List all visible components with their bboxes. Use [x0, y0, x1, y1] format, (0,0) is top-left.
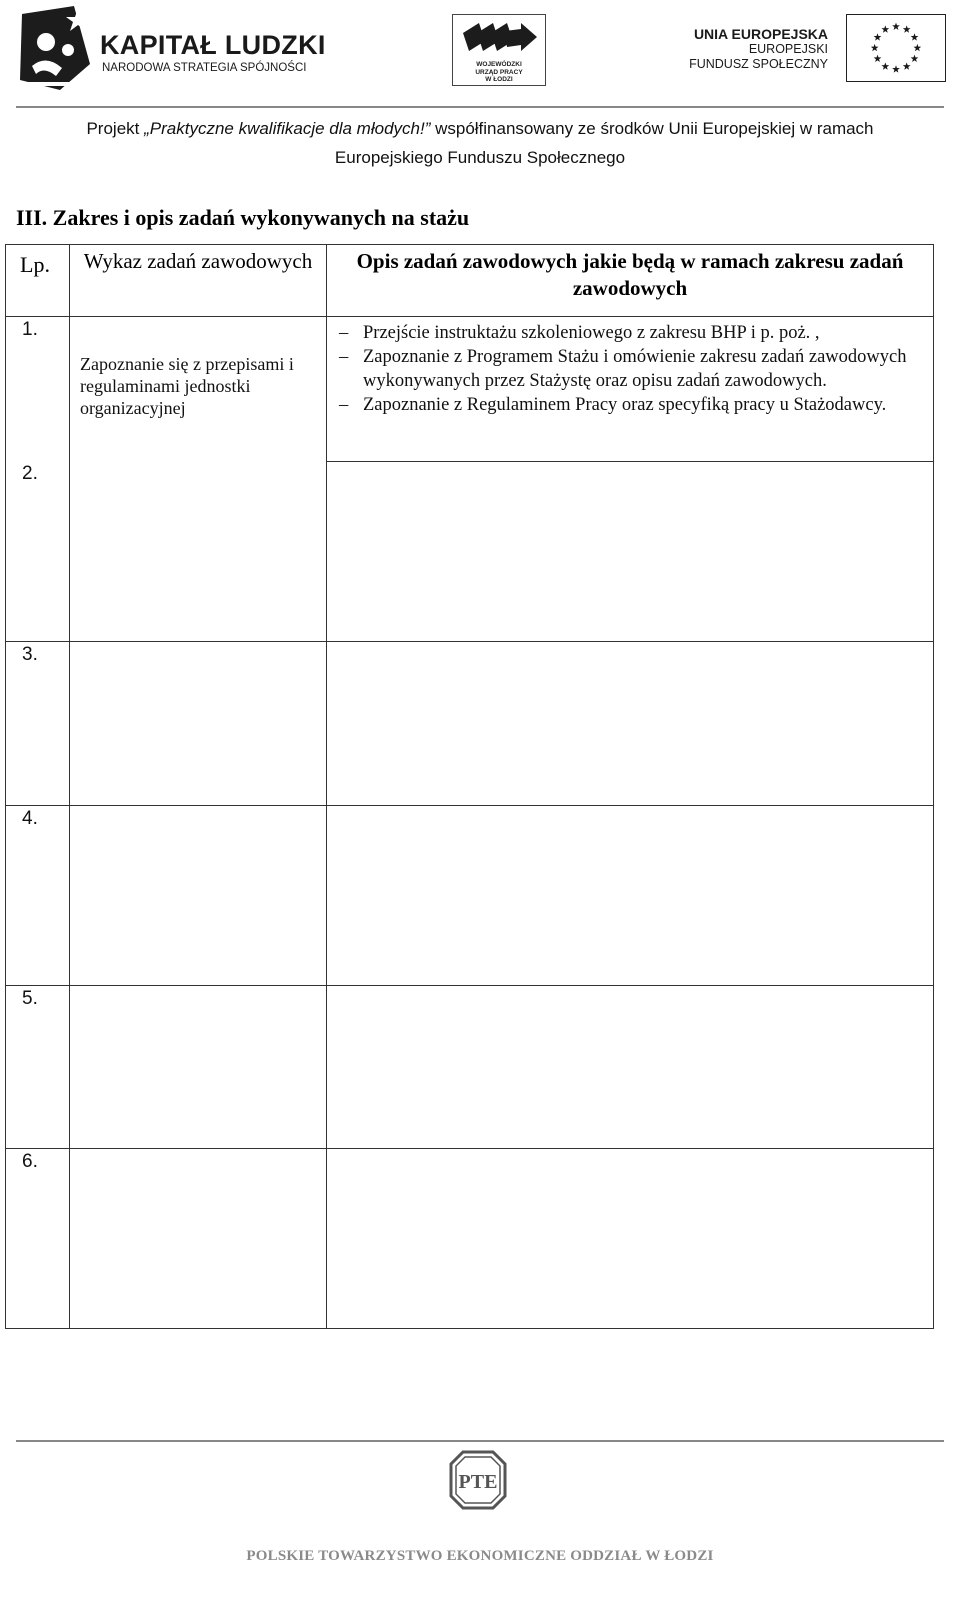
footer-organization: POLSKIE TOWARZYSTWO EKONOMICZNE ODDZIAŁ W ŁODZI — [246, 1548, 714, 1564]
row-number-cell — [6, 1149, 70, 1329]
eu-star-icon — [892, 65, 900, 72]
list-item: – Zapoznanie z Regulaminem Pracy oraz specyfiką pracy u Stażodawcy. — [337, 393, 927, 417]
project-suffix: współfinansowany ze środków Unii Europejskiej w ramach — [430, 119, 874, 138]
header-tasks: Wykaz zadań zawodowych — [70, 245, 327, 317]
task-description-cell — [327, 317, 934, 462]
eu-star-icon — [903, 62, 911, 69]
eu-star-icon — [911, 33, 919, 40]
task-description-cell — [327, 986, 934, 1149]
kapital-ludzki-subtitle: NARODOWA STRATEGIA SPÓJNOŚCI — [102, 62, 307, 74]
row-number: 4. — [22, 808, 38, 829]
row-number: 6. — [22, 1151, 38, 1172]
eu-star-icon — [881, 62, 889, 69]
eu-star-icon — [903, 25, 911, 32]
task-description-cell — [327, 806, 934, 986]
eu-star-icon — [874, 55, 882, 62]
header-lp: Lp. — [6, 245, 70, 317]
eu-star-icon — [892, 23, 900, 30]
kapital-ludzki-title: KAPITAŁ LUDZKI — [100, 30, 326, 60]
table-row — [6, 1149, 934, 1329]
row-number: 3. — [22, 644, 38, 665]
eu-star-icon — [911, 55, 919, 62]
task-description-list — [327, 317, 933, 417]
wup-line-2: URZĄD PRACY — [475, 68, 523, 76]
row-number-cell — [6, 642, 70, 806]
row-number: 5. — [22, 988, 38, 1009]
project-prefix: Projekt — [86, 119, 145, 138]
eu-line-2: EUROPEJSKI — [748, 42, 828, 56]
eu-star-icon — [874, 33, 882, 40]
list-item: – Przejście instruktażu szkoleniowego z zakresu BHP i p. poż. , — [337, 321, 927, 345]
task-description-cell — [327, 1149, 934, 1329]
eu-line-3: FUNDUSZ SPOŁECZNY — [689, 57, 828, 71]
eu-line-1: UNIA EUROPEJSKA — [693, 26, 828, 42]
wup-line-3: W ŁODZI — [485, 76, 513, 83]
task-description-cell — [327, 642, 934, 806]
wup-lodz-logo — [452, 14, 546, 86]
task-name-cell: Zapoznanie się z przepisami i regulaminami jednostki organizacyjnej — [70, 317, 327, 642]
project-line-2: Europejskiego Funduszu Społecznego — [334, 148, 626, 167]
task-name-cell — [70, 642, 327, 806]
row-number-cell — [6, 317, 70, 642]
row-number: 1. — [22, 319, 38, 340]
row-number-cell — [6, 986, 70, 1149]
table-row — [6, 642, 934, 806]
wup-line-1: WOJEWÓDZKI — [476, 61, 522, 68]
task-description-cell — [327, 462, 934, 642]
table-row — [6, 317, 934, 462]
project-statement — [16, 114, 944, 172]
pte-logo-text: PTE — [458, 1471, 498, 1493]
kapital-ludzki-emblem-icon — [16, 4, 96, 92]
task-name-cell — [70, 986, 327, 1149]
row-number: 2. — [22, 463, 38, 484]
tasks-table — [5, 244, 934, 1329]
eu-star-icon — [871, 44, 879, 51]
table-row — [6, 806, 934, 986]
header-divider — [16, 106, 944, 108]
header-description: Opis zadań zawodowych jakie będą w ramach zakresu zadań zawodowych — [327, 245, 934, 317]
task-name-cell — [70, 1149, 327, 1329]
project-name: „Praktyczne kwalifikacje dla młodych!” — [144, 119, 431, 138]
section-title: III. Zakres i opis zadań wykonywanych na stażu — [16, 205, 470, 230]
eu-flag-icon — [846, 14, 946, 82]
eu-star-icon — [881, 25, 889, 32]
eu-star-icon — [913, 44, 921, 51]
table-header-row — [6, 245, 934, 317]
row-number-cell — [6, 806, 70, 986]
task-name-cell — [70, 806, 327, 986]
eu-social-fund-logo — [689, 14, 946, 86]
pte-logo-icon — [449, 1450, 507, 1510]
table-row — [6, 986, 934, 1149]
footer-divider — [16, 1440, 944, 1442]
list-item: – Zapoznanie z Programem Stażu i omówienie zakresu zadań zawodowych wykonywanych przez Stażystę oraz opisu zadań zawodowych. — [337, 345, 927, 393]
kapital-ludzki-logo — [16, 4, 326, 92]
wup-cards-icon — [459, 19, 539, 59]
